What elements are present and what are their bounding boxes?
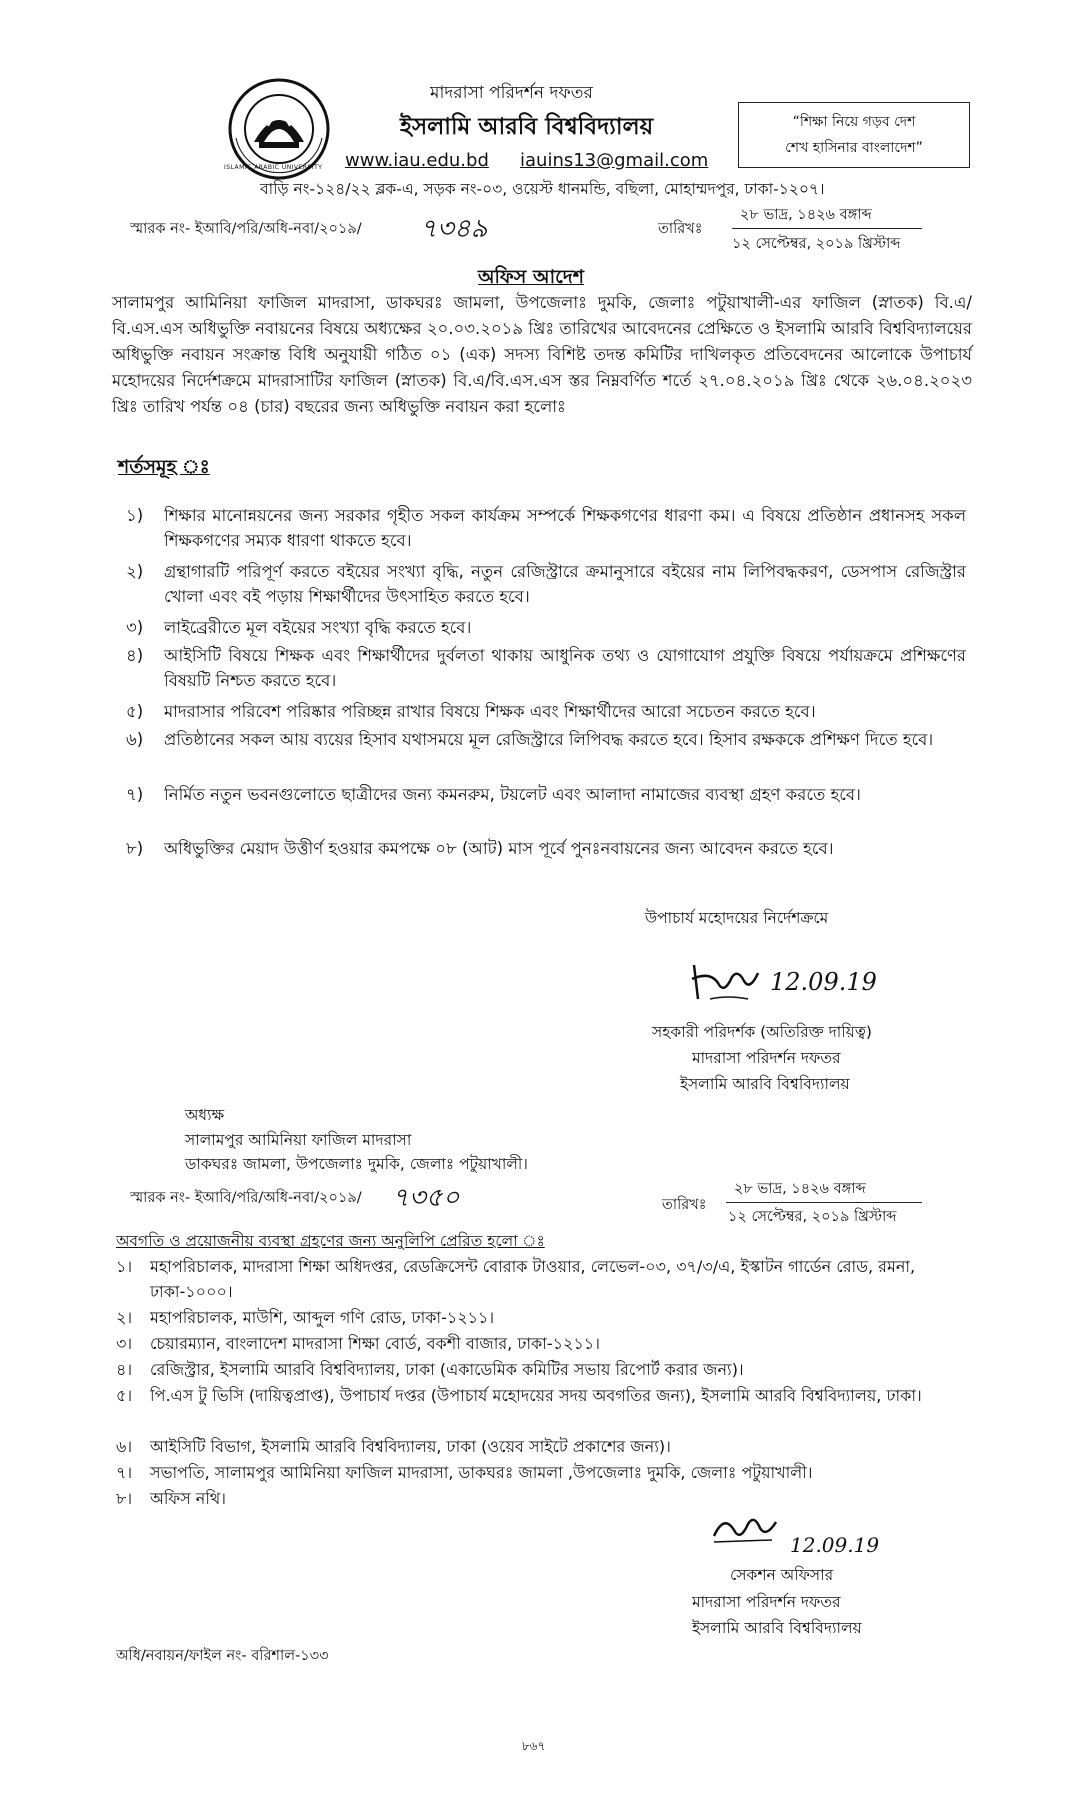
memo-ref-number: ৭৩৪৯ — [420, 214, 488, 244]
condition-item — [126, 727, 966, 752]
signatory-office: মাদরাসা পরিদর্শন দফতর — [692, 1049, 841, 1067]
condition-number: ৫) — [126, 702, 144, 721]
copy-text: পি.এস টু ভিসি (দায়িত্বপ্রাপ্ত), উপাচার্য দপ্তর (উপাচার্য মহোদয়ের সদয় অবগতির জন্য), ইসলামি আরবি বিশ্ববিদ্যালয়, ঢাকা। — [150, 1386, 922, 1405]
condition-number: ৭) — [126, 785, 144, 804]
website-link[interactable]: www.iau.edu.bd — [345, 150, 489, 171]
order-title: অফিস আদেশ — [478, 266, 584, 288]
condition-text: মাদরাসার পরিবেশ পরিষ্কার পরিচ্ছন্ন রাখার বিষয়ে শিক্ষক এবং শিক্ষার্থীদের আরো সচেতন করতে হবে। — [164, 702, 816, 721]
copies-heading: অবগতি ও প্রয়োজনীয় ব্যবস্থা গ্রহণের জন্য অনুলিপি প্রেরিত হলো ঃ — [116, 1232, 545, 1250]
signature-date: 12.09.19 — [770, 968, 877, 996]
copy-number: ৭। — [116, 1463, 133, 1482]
condition-text: লাইব্রেরীতে মূল বইয়ের সংখ্যা বৃদ্ধি করতে হবে। — [164, 618, 472, 637]
memo2-date-gregorian: ১২ সেপ্টেম্বর, ২০১৯ খ্রিস্টাব্দ — [728, 1209, 897, 1225]
condition-text: শিক্ষার মানোন্নয়নের জন্য সরকার গৃহীত সকল কার্যক্রম সম্পর্কে শিক্ষকগণের ধারণা কম। এ বিষয়ে প্রতিষ্ঠান প্রধানসহ সকল শিক্ষকগণের সম্যক ধারণা থাকতে হবে। — [164, 506, 966, 550]
signatory-university: ইসলামি আরবি বিশ্ববিদ্যালয় — [680, 1075, 850, 1093]
copy-item — [116, 1254, 966, 1304]
slogan-box — [738, 102, 970, 168]
condition-item — [126, 782, 966, 807]
copy-number: ৪। — [116, 1360, 133, 1379]
condition-item — [126, 503, 966, 553]
condition-number: ৩) — [126, 618, 144, 637]
slogan-line-1: “শিক্ষা নিয়ে গড়ব দেশ — [792, 114, 916, 130]
condition-text: অধিভুক্তির মেয়াদ উত্তীর্ণ হওয়ার কমপক্ষে ০৮ (আট) মাস পূর্বে পুনঃনবায়নের জন্য আবেদন করতে হবে। — [164, 839, 834, 858]
memo2-ref-label: স্মারক নং- ইআবি/পরি/অধি-নবা/২০১৯/ — [130, 1190, 362, 1206]
signature-scribble-icon — [688, 955, 768, 1005]
file-reference: অধি/নবায়ন/ফাইল নং- বরিশাল-১৩৩ — [116, 1648, 329, 1664]
copy-number: ৮। — [116, 1489, 133, 1508]
signatory2-office: মাদরাসা পরিদর্শন দফতর — [692, 1593, 841, 1611]
condition-text: আইসিটি বিষয়ে শিক্ষক এবং শিক্ষার্থীদের দুর্বলতা থাকায় আধুনিক তথ্য ও যোগাযোগ প্রযুক্তি বিষয়ে পর্যায়ক্রমে প্রশিক্ষণের বিষয়টি নিশ্চত করতে হবে। — [164, 646, 966, 690]
copy-item — [116, 1460, 966, 1485]
page-number: ৮৬৭ — [522, 1739, 546, 1753]
copy-number: ১। — [116, 1257, 133, 1276]
university-name: ইসলামি আরবি বিশ্ববিদ্যালয় — [400, 114, 654, 140]
condition-text: প্রতিষ্ঠানের সকল আয় ব্যয়ের হিসাব যথাসময়ে মূল রেজিস্ট্রারে লিপিবদ্ধ করতে হবে। হিসাব রক্ষককে প্রশিক্ষণ দিতে হবে। — [164, 730, 934, 749]
copy-number: ২। — [116, 1308, 133, 1327]
condition-number: ২) — [126, 562, 144, 581]
copy-number: ৩। — [116, 1334, 133, 1353]
copy-text: মহাপরিচালক, মাউশি, আব্দুল গণি রোড, ঢাকা-১২১১। — [150, 1308, 495, 1327]
copy-item — [116, 1486, 966, 1511]
memo-date-bangla: ২৮ ভাদ্র, ১৪২৬ বঙ্গাব্দ — [740, 207, 872, 223]
copy-text: মহাপরিচালক, মাদরাসা শিক্ষা অধিদপ্তর, রেডক্রিসেন্ট বোরাক টাওয়ার, লেভেল-০৩, ৩৭/৩/এ, ইস্কাটন গার্ডেন রোড, রমনা, ঢাকা-১০০০। — [150, 1257, 916, 1301]
copy-item — [116, 1434, 966, 1459]
copy-text: রেজিস্ট্রার, ইসলামি আরবি বিশ্ববিদ্যালয়, ঢাকা (একাডেমিক কমিটির সভায় রিপোর্ট করার জন্য)। — [150, 1360, 744, 1379]
logo-text: ISLAMIC ARABIC UNIVERSITY — [224, 164, 323, 171]
university-logo — [224, 78, 330, 180]
copy-text: চেয়ারম্যান, বাংলাদেশ মাদরাসা শিক্ষা বোর্ড, বকশী বাজার, ঢাকা-১২১১। — [150, 1334, 600, 1353]
copy-number: ৬। — [116, 1437, 133, 1456]
condition-item — [126, 643, 966, 693]
signature2-date: 12.09.19 — [790, 1533, 880, 1557]
signatory2-university: ইসলামি আরবি বিশ্ববিদ্যালয় — [692, 1619, 862, 1637]
date-divider — [732, 228, 922, 229]
email-link[interactable]: iauins13@gmail.com — [520, 150, 709, 171]
recipient-designation: অধ্যক্ষ — [185, 1106, 225, 1124]
condition-number: ৬) — [126, 730, 144, 749]
condition-number: ৪) — [126, 646, 144, 665]
memo-date-label: তারিখঃ — [658, 221, 703, 237]
memo-ref-label: স্মারক নং- ইআবি/পরি/অধি-নবা/২০১৯/ — [130, 221, 362, 237]
memo2-date-label: তারিখঃ — [662, 1197, 707, 1213]
signature-scribble-icon — [710, 1508, 780, 1548]
order-body: সালামপুর আমিনিয়া ফাজিল মাদরাসা, ডাকঘরঃ জামলা, উপজেলাঃ দুমকি, জেলাঃ পটুয়াখালী-এর ফাজিল (স্নাতক) বি.এ/বি.এস.এস অধিভুক্তি নবায়নের বিষয়ে অধ্যক্ষের ২০.০৩.২০১৯ খ্রিঃ তারিখের আবেদনের প্রেক্ষিতে ও ইসলামি আরবি বিশ্ববিদ্যালয়ের অধিভুক্তি নবায়ন সংক্রান্ত বিধি অনুযায়ী গঠিত ০১ (এক) সদস্য বিশিষ্ট তদন্ত কমিটির দাখিলকৃত প্রতিবেদনের আলোকে উপাচার্য মহোদয়ের নির্দেশক্রমে মাদরাসাটির ফাজিল (স্নাতক) বি.এ/বি.এস.এস স্তর নিম্নবর্ণিত শর্তে ২৭.০৪.২০১৯ খ্রিঃ থেকে ২৬.০৪.২০২৩ খ্রিঃ তারিখ পর্যন্ত ০৪ (চার) বছরের জন্য অধিভুক্তি নবায়ন করা হলোঃ — [112, 293, 972, 416]
memo-date-gregorian: ১২ সেপ্টেম্বর, ২০১৯ খ্রিস্টাব্দ — [732, 236, 901, 252]
copy-item — [116, 1357, 966, 1382]
memo2-date-bangla: ২৮ ভাদ্র, ১৪২৬ বঙ্গাব্দ — [734, 1181, 866, 1197]
condition-item — [126, 559, 966, 609]
copy-item — [116, 1383, 966, 1408]
copy-text: অফিস নথি। — [150, 1489, 226, 1508]
condition-item — [126, 615, 966, 640]
by-order-line: উপাচার্য মহোদয়ের নির্দেশক্রমে — [645, 909, 829, 927]
condition-number: ৮) — [126, 839, 144, 858]
condition-item — [126, 836, 966, 861]
memo2-ref-number: ৭৩৫০ — [392, 1183, 460, 1213]
conditions-heading: শর্তসমূহ ঃ — [118, 456, 210, 478]
signatory2-title: সেকশন অফিসার — [730, 1566, 834, 1584]
copy-item — [116, 1331, 966, 1356]
slogan-line-2: শেখ হাসিনার বাংলাদেশ” — [785, 140, 923, 156]
office-name: মাদরাসা পরিদর্শন দফতর — [430, 83, 593, 103]
copy-text: সভাপতি, সালামপুর আমিনিয়া ফাজিল মাদরাসা, ডাকঘরঃ জামলা ,উপজেলাঃ দুমকি, জেলাঃ পটুয়াখালী। — [150, 1463, 813, 1482]
condition-number: ১) — [126, 506, 144, 525]
condition-text: নির্মিত নতুন ভবনগুলোতে ছাত্রীদের জন্য কমনরুম, টয়লেট এবং আলাদা নামাজের ব্যবস্থা গ্রহণ করতে হবে। — [164, 785, 861, 804]
recipient-address: ডাকঘরঃ জামলা, উপজেলাঃ দুমকি, জেলাঃ পটুয়াখালী। — [185, 1155, 528, 1173]
date-divider — [726, 1202, 922, 1203]
copy-item — [116, 1305, 966, 1330]
copy-number: ৫। — [116, 1386, 133, 1405]
condition-text: গ্রন্থাগারটি পরিপূর্ণ করতে বইয়ের সংখ্যা বৃদ্ধি, নতুন রেজিস্ট্রারে ক্রমানুসারে বইয়ের নাম লিপিবদ্ধকরণ, ডেসপাস রেজিস্ট্রার খোলা এবং বই পড়ায় শিক্ষার্থীদের উৎসাহিত করতে হবে। — [164, 562, 966, 606]
condition-item — [126, 699, 966, 724]
copy-text: আইসিটি বিভাগ, ইসলামি আরবি বিশ্ববিদ্যালয়, ঢাকা (ওয়েব সাইটে প্রকাশের জন্য)। — [150, 1437, 671, 1456]
recipient-institution: সালামপুর আমিনিয়া ফাজিল মাদরাসা — [185, 1131, 412, 1149]
address-line: বাড়ি নং-১২৪/২২ ব্লক-এ, সড়ক নং-০৩, ওয়েস্ট ধানমন্ডি, বছিলা, মোহাম্মদপুর, ঢাকা-১২০৭। — [260, 180, 825, 198]
signatory-title: সহকারী পরিদর্শক (অতিরিক্ত দায়িত্ব) — [652, 1023, 872, 1041]
